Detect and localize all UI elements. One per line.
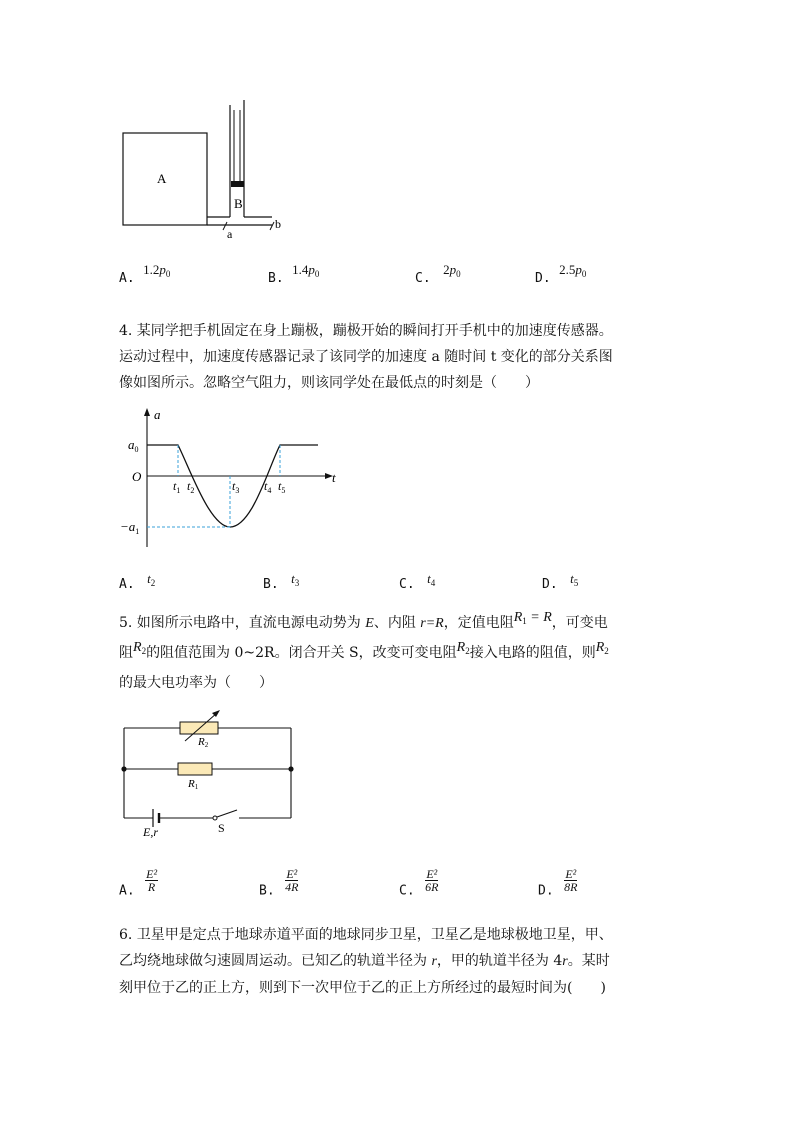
t5-label: $t_5$ <box>278 479 286 495</box>
t3-label: $t_3$ <box>232 479 240 495</box>
q4-line-2: 运动过程中，加速度传感器记录了该同学的加速度 a 随时间 t 变化的部分关系图 <box>119 349 613 365</box>
switch-s[interactable] <box>217 810 237 817</box>
neg-a1-label: $-a_1$ <box>120 519 140 536</box>
q3-option-b[interactable]: B. $1.4p_0$ <box>268 262 320 286</box>
q3-option-c[interactable]: C. $2p_0$ <box>415 262 461 286</box>
t4-label: $t_4$ <box>264 479 272 495</box>
resistor-r2 <box>180 722 218 734</box>
q6-line-1: 6. 卫星甲是定点于地球赤道平面的地球同步卫星，卫星乙是地球极地卫星，甲、 <box>119 927 613 943</box>
q4-line-1: 4. 某同学把手机固定在身上蹦极，蹦极开始的瞬间打开手机中的加速度传感器。 <box>119 323 613 339</box>
q4-option-b[interactable]: B. $t_3$ <box>263 571 300 592</box>
label-a-valve: a <box>227 227 233 241</box>
q4-option-c[interactable]: C. $t_4$ <box>399 571 436 592</box>
label-a-container: A <box>157 171 167 186</box>
axis-label-a: a <box>154 407 161 422</box>
q3-option-a[interactable]: A. $1.2p_0$ <box>119 262 171 286</box>
r1-label: R1 <box>188 778 199 791</box>
q6-line-3: 刻甲位于乙的正上方，则到下一次甲位于乙的正上方所经过的最短时间为( ) <box>119 980 606 996</box>
t1-label: $t_1$ <box>173 479 181 495</box>
q5-option-d[interactable]: D. $\frac{\text{E²}}{8R}$ <box>538 867 578 899</box>
q6-line-2: 乙均绕地球做匀速圆周运动。已知乙的轨道半径为 r，甲的轨道半径为 4r。某时 <box>119 953 610 969</box>
resistor-r1 <box>178 763 212 775</box>
t2-label: $t_2$ <box>187 479 195 495</box>
q5-line-3: 的最大电功率为（ ） <box>119 675 273 691</box>
q4-stem <box>119 318 719 396</box>
axis-label-t: t <box>332 470 336 485</box>
emf-label: E,r <box>143 825 158 839</box>
q5-option-c[interactable]: C. $\frac{\text{E²}}{6R}$ <box>399 867 439 899</box>
q5-line-1: 5. 如图所示电路中，直流电源电动势为 E、内阻 r=R，定值电阻$R_1 = R$，可变电 <box>119 610 608 631</box>
q4-graph <box>110 405 350 555</box>
switch-label: S <box>218 821 225 835</box>
q5-option-b[interactable]: B. $\frac{\text{E²}}{4R}$ <box>259 867 299 899</box>
label-b-valve: b <box>275 217 281 231</box>
q4-option-d[interactable]: D. $t_5$ <box>542 571 579 592</box>
piston <box>231 181 244 187</box>
q4-option-a[interactable]: A. $t_2$ <box>119 571 156 592</box>
r2-label: R2 <box>198 736 209 749</box>
q5-circuit <box>115 705 305 840</box>
origin-label: O <box>132 469 142 484</box>
q4-line-3: 像如图所示。忽略空气阻力，则该同学处在最低点的时刻是（ ） <box>119 375 539 391</box>
q3-option-d[interactable]: D. $2.5p_0$ <box>535 262 587 286</box>
a0-label: $a_0$ <box>128 437 139 454</box>
label-b-gas: B <box>234 196 243 211</box>
q5-option-a[interactable]: A. $\frac{\text{E²}}{R}$ <box>119 867 158 899</box>
q6-stem <box>119 922 739 1001</box>
q5-stem <box>119 610 739 696</box>
q5-line-2: 阻$R_2$的阻值范围为 0~2R。闭合开关 S，改变可变电阻$R_2$接入电路的阻值，则$R_2$ <box>119 640 609 661</box>
q3-figure <box>110 95 300 245</box>
